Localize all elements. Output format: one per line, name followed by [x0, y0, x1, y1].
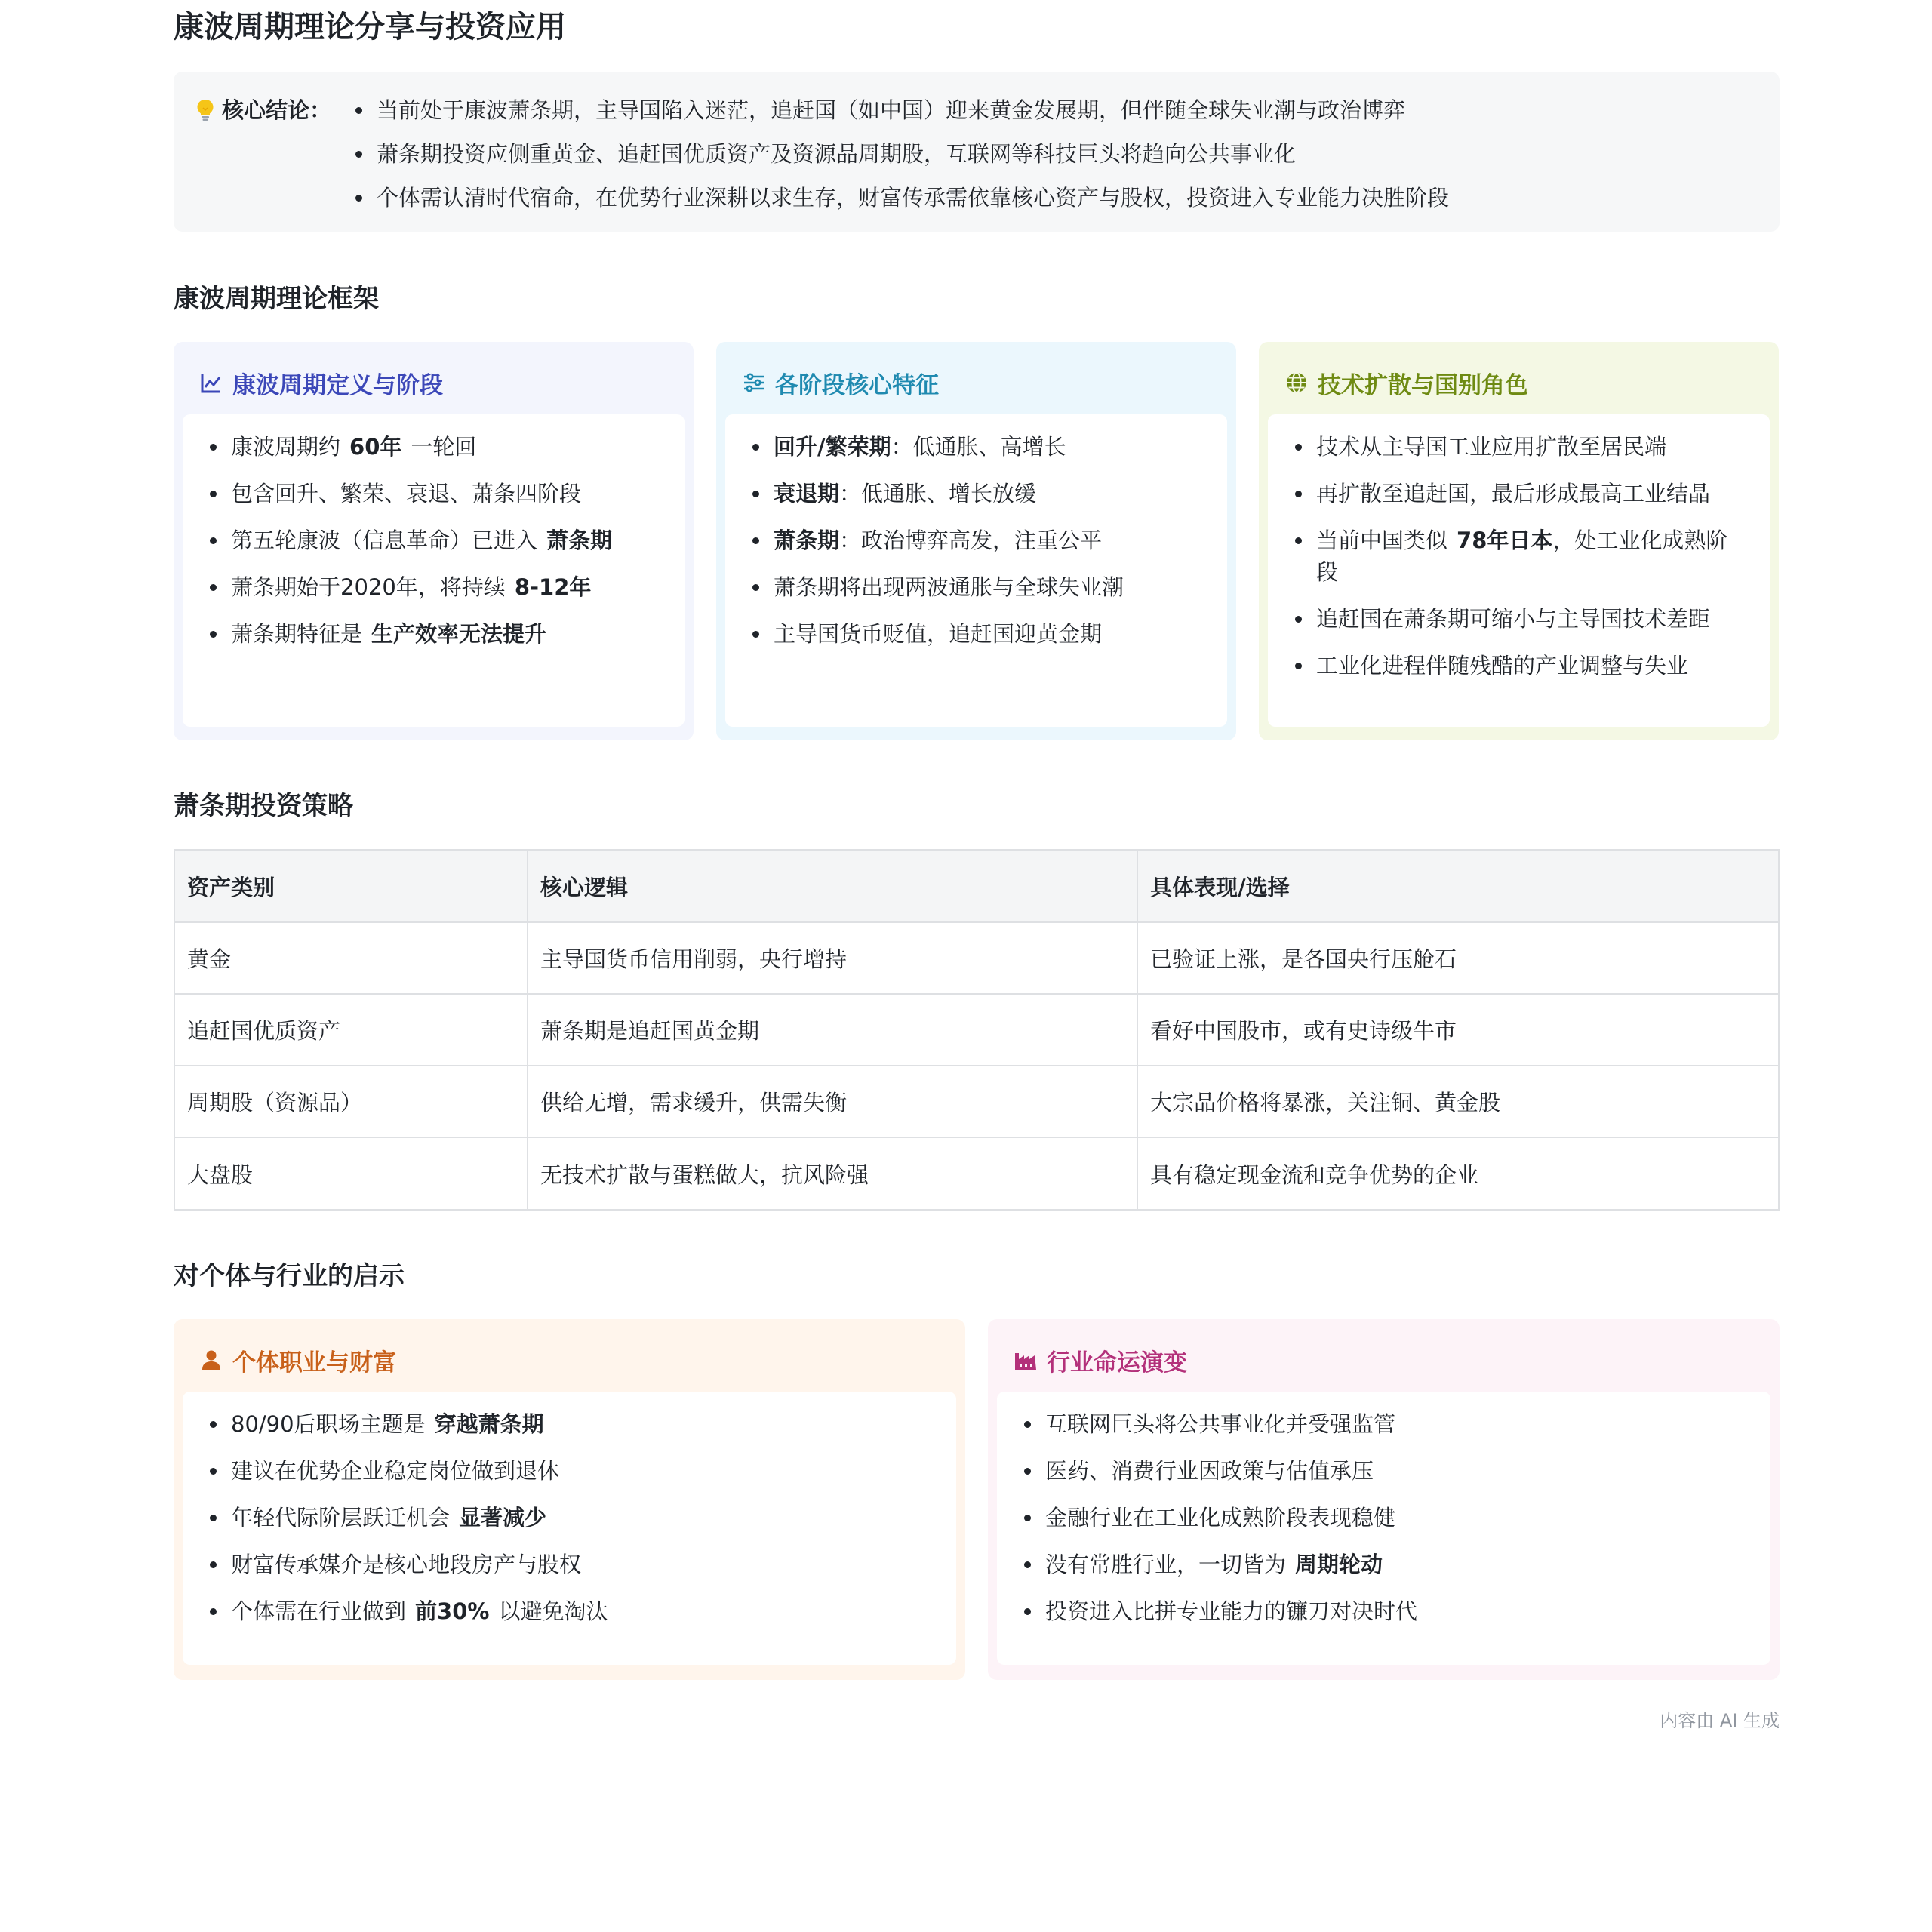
card-list — [1291, 431, 1749, 681]
list-item-text: ：低通胀、增长放缓 — [839, 481, 1037, 506]
section-title-insights: 对个体与行业的启示 — [174, 1261, 405, 1291]
card-header — [1268, 351, 1770, 414]
card-title: 康波周期定义与阶段 — [232, 371, 443, 399]
ai-generated-note: 内容由 AI 生成 — [1660, 1710, 1780, 1731]
summary-callout — [174, 72, 1780, 232]
list-item-emphasis: 8-12年 — [514, 574, 592, 600]
list-item-text: 当前中国类似 — [1316, 528, 1448, 553]
list-item — [748, 571, 1206, 603]
card-title: 各阶段核心特征 — [775, 371, 939, 399]
table-row — [175, 1066, 1778, 1137]
table-cell: 主导国货币信用削弱，央行增持 — [528, 922, 1137, 994]
table-cell: 大盘股 — [175, 1137, 528, 1209]
list-item-text: 工业化进程伴随残酷的产业调整与失业 — [1316, 653, 1689, 678]
card-cycle-definition — [174, 342, 694, 740]
list-item — [1020, 1549, 1749, 1580]
list-item-text: 没有常胜行业，一切皆为 — [1045, 1552, 1287, 1577]
column-header: 具体表现/选择 — [1137, 851, 1778, 922]
card-list — [205, 431, 663, 650]
list-item — [205, 571, 663, 603]
list-item — [1020, 1595, 1749, 1627]
framework-cards — [174, 342, 1780, 740]
table-cell: 看好中国股市，或有史诗级牛市 — [1137, 994, 1778, 1066]
list-item — [1020, 1502, 1749, 1534]
person-icon — [199, 1348, 223, 1372]
list-item-emphasis: 前30% — [415, 1598, 490, 1624]
list-item-text: 萧条期将出现两波通胀与全球失业潮 — [774, 574, 1124, 600]
table-header-row — [175, 851, 1778, 922]
line-chart-icon — [199, 371, 223, 395]
list-item-emphasis: 萧条期 — [774, 528, 840, 553]
list-item-emphasis: 回升/繁荣期 — [774, 434, 891, 460]
column-header: 资产类别 — [175, 851, 528, 922]
card-list — [748, 431, 1206, 650]
list-item-text: 追赶国在萧条期可缩小与主导国技术差距 — [1316, 606, 1711, 632]
table-cell: 周期股（资源品） — [175, 1066, 528, 1137]
summary-list — [351, 88, 1449, 215]
list-item — [205, 618, 663, 650]
list-item — [748, 525, 1206, 556]
card-body — [183, 414, 685, 727]
card-tech-diffusion — [1259, 342, 1779, 740]
list-item-emphasis: 衰退期 — [774, 481, 840, 506]
table-cell: 萧条期是追赶国黄金期 — [528, 994, 1137, 1066]
card-header — [183, 1328, 956, 1392]
card-stage-features — [716, 342, 1236, 740]
card-industry-fate — [988, 1319, 1780, 1680]
lightbulb-icon — [195, 88, 216, 132]
list-item — [205, 1502, 935, 1534]
list-item — [1020, 1455, 1749, 1487]
list-item — [1291, 525, 1749, 588]
list-item — [1291, 603, 1749, 635]
list-item — [748, 618, 1206, 650]
column-header: 核心逻辑 — [528, 851, 1137, 922]
list-item — [205, 1408, 935, 1440]
list-item-text: 康波周期约 — [231, 434, 341, 460]
list-item-text: 包含回升、繁荣、衰退、萧条四阶段 — [231, 481, 582, 506]
list-item-text: 互联网巨头将公共事业化并受强监管 — [1045, 1411, 1396, 1437]
list-item-emphasis: 周期轮动 — [1295, 1552, 1383, 1577]
list-item — [205, 431, 663, 463]
table-cell: 供给无增，需求缓升，供需失衡 — [528, 1066, 1137, 1137]
list-item-text: 建议在优势企业稳定岗位做到退休 — [231, 1458, 560, 1484]
list-item-text: 医药、消费行业因政策与估值承压 — [1045, 1458, 1374, 1484]
list-item-emphasis: 穿越萧条期 — [434, 1411, 544, 1437]
table-cell: 追赶国优质资产 — [175, 994, 528, 1066]
list-item — [1291, 431, 1749, 463]
list-item — [205, 478, 663, 509]
list-item — [1020, 1408, 1749, 1440]
card-header — [997, 1328, 1770, 1392]
list-item-emphasis: 生产效率无法提升 — [371, 621, 547, 647]
summary-item: 个体需认清时代宿命，在优势行业深耕以求生存，财富传承需依靠核心资产与股权，投资进入专业能力决胜阶段 — [351, 176, 1449, 220]
summary-head — [195, 88, 351, 215]
card-list — [205, 1408, 935, 1627]
table-cell: 黄金 — [175, 922, 528, 994]
list-item-text: 个体需在行业做到 — [231, 1598, 407, 1624]
card-body — [1268, 414, 1770, 727]
document-page — [174, 0, 1780, 1734]
list-item-text: 以避免淘汰 — [498, 1598, 608, 1624]
list-item-text: ：低通胀、高增长 — [891, 434, 1066, 460]
list-item — [205, 1455, 935, 1487]
list-item-text: ，处工业化成熟阶段 — [1316, 528, 1728, 585]
card-header — [183, 351, 685, 414]
card-title: 技术扩散与国别角色 — [1318, 371, 1528, 399]
list-item — [748, 431, 1206, 463]
table-cell: 无技术扩散与蛋糕做大，抗风险强 — [528, 1137, 1137, 1209]
table-cell: 已验证上涨，是各国央行压舱石 — [1137, 922, 1778, 994]
list-item-text: 主导国货币贬值，追赶国迎黄金期 — [774, 621, 1103, 647]
list-item-text: ：政治博弈高发，注重公平 — [839, 528, 1103, 553]
card-list — [1020, 1408, 1749, 1627]
list-item-text: 一轮回 — [411, 434, 477, 460]
list-item-emphasis: 显著减少 — [459, 1505, 547, 1531]
list-item-text: 年轻代际阶层跃迁机会 — [231, 1505, 451, 1531]
card-body — [183, 1392, 956, 1665]
page-title: 康波周期理论分享与投资应用 — [174, 10, 566, 45]
insight-cards — [174, 1319, 1780, 1680]
table-cell: 大宗品价格将暴涨，关注铜、黄金股 — [1137, 1066, 1778, 1137]
table-cell: 具有稳定现金流和竞争优势的企业 — [1150, 1161, 1479, 1188]
globe-icon — [1284, 371, 1309, 395]
list-item-emphasis: 60年 — [349, 434, 402, 460]
section-title-framework: 康波周期理论框架 — [174, 284, 379, 314]
table-row — [175, 1137, 1778, 1209]
list-item — [1291, 478, 1749, 509]
list-item-emphasis: 78年日本 — [1457, 528, 1553, 553]
factory-icon — [1014, 1348, 1038, 1372]
list-item-text: 萧条期始于2020年，将持续 — [231, 574, 506, 600]
list-item-text: 投资进入比拼专业能力的镰刀对决时代 — [1045, 1598, 1418, 1624]
summary-item: 当前处于康波萧条期，主导国陷入迷茫，追赶国（如中国）迎来黄金发展期，但伴随全球失业潮与政治博弈 — [351, 88, 1449, 132]
list-item — [205, 1549, 935, 1580]
card-career-wealth — [174, 1319, 965, 1680]
list-item-text: 技术从主导国工业应用扩散至居民端 — [1316, 434, 1667, 460]
list-item-text: 第五轮康波（信息革命）已进入 — [231, 528, 538, 553]
section-title-strategy: 萧条期投资策略 — [174, 791, 353, 821]
list-item — [1291, 650, 1749, 681]
table-row — [175, 994, 1778, 1066]
card-body — [725, 414, 1227, 727]
list-item-text: 80/90后职场主题是 — [231, 1411, 426, 1437]
card-header — [725, 351, 1227, 414]
card-title: 行业命运演变 — [1047, 1349, 1187, 1377]
list-item — [205, 1595, 935, 1627]
table-row — [175, 922, 1778, 994]
card-title: 个体职业与财富 — [232, 1349, 396, 1377]
strategy-table — [174, 849, 1780, 1211]
card-body — [997, 1392, 1770, 1665]
summary-item: 萧条期投资应侧重黄金、追赶国优质资产及资源品周期股，互联网等科技巨头将趋向公共事业化 — [351, 132, 1449, 176]
sliders-icon — [742, 371, 766, 395]
list-item-text: 财富传承媒介是核心地段房产与股权 — [231, 1552, 582, 1577]
list-item-text: 金融行业在工业化成熟阶段表现稳健 — [1045, 1505, 1396, 1531]
list-item-text: 再扩散至追赶国，最后形成最高工业结晶 — [1316, 481, 1711, 506]
list-item — [205, 525, 663, 556]
list-item-text: 萧条期特征是 — [231, 621, 363, 647]
list-item-emphasis: 萧条期 — [546, 528, 613, 553]
list-item — [748, 478, 1206, 509]
summary-label: 核心结论： — [222, 97, 332, 123]
